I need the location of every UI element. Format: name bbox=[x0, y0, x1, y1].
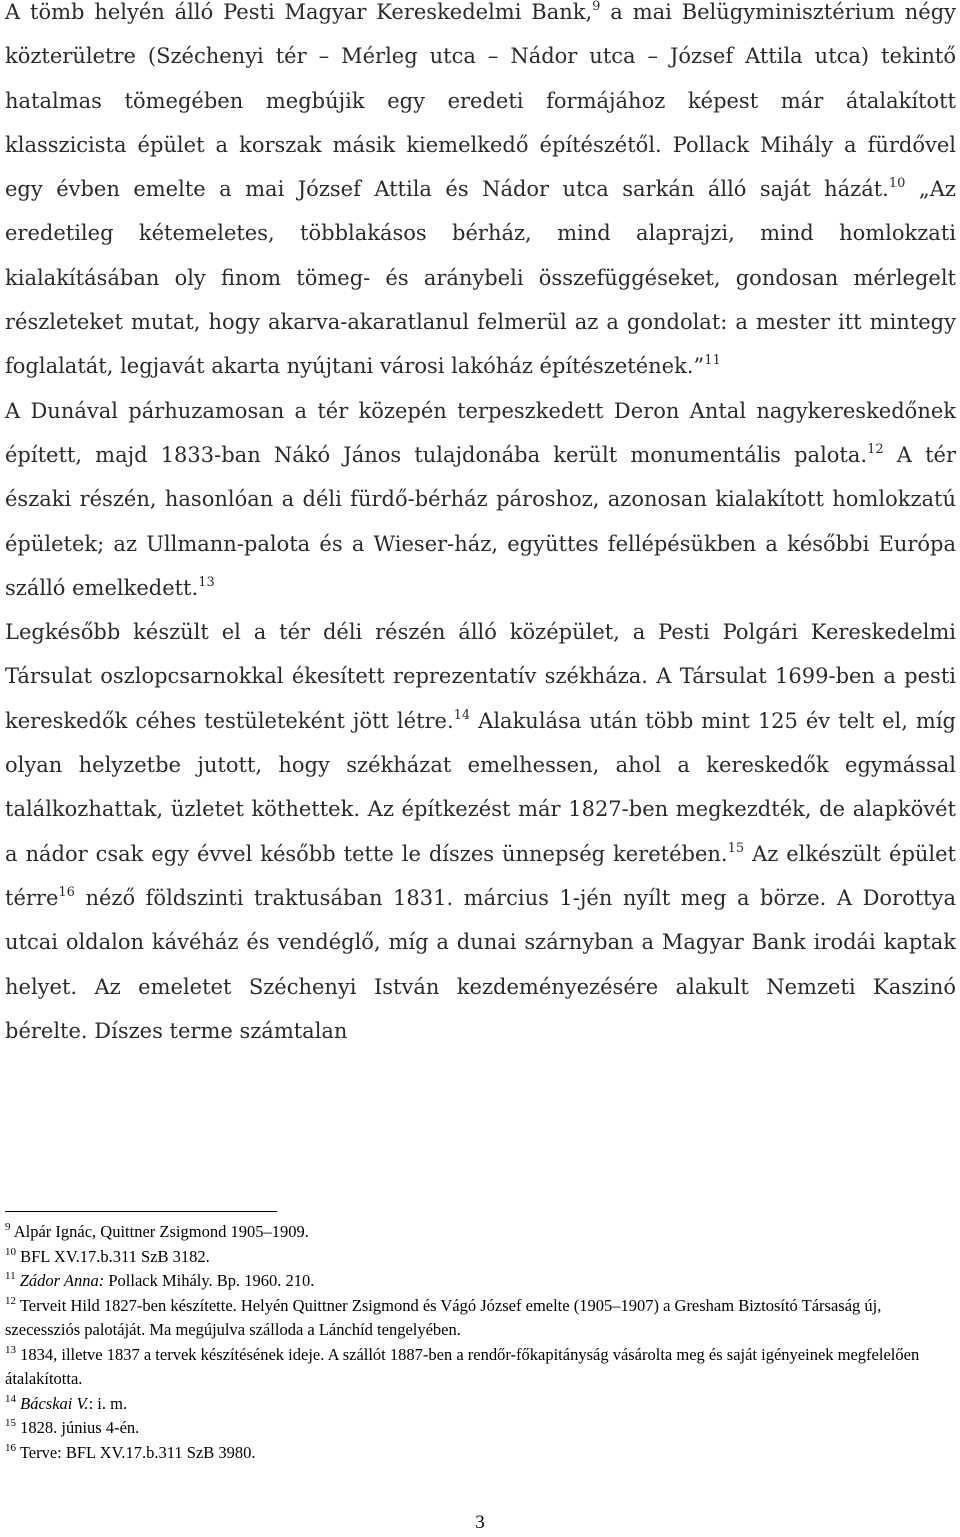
footnote-number: 9 bbox=[5, 1221, 11, 1233]
text-run: „Az eredetileg kétemeletes, többlakásos bérház, mind alaprajzi, mind homlokzati kialakításában oly finom tömeg- és aránybeli összefüggéseket, gondosan mérlegelt részleteket mutat, hogy akarva-akaratlanul felmerül az a gondolat: a mester itt mintegy foglalatát, legjavát akarta nyújtani városi lakóház építészetének.” bbox=[5, 177, 956, 379]
footnote bbox=[5, 1220, 956, 1245]
text-run: A tér északi részén, hasonlóan a déli fürdő-bérház pároshoz, azonosan kialakított homlokzatú épületek; az Ullmann-palota és a Wieser-ház, együttes fellépésükben a későbbi Európa szálló emelkedett. bbox=[5, 442, 957, 600]
footnote bbox=[5, 1294, 956, 1343]
footnote-text: Pollack Mihály. Bp. 1960. 210. bbox=[104, 1271, 315, 1290]
footnote-text: Zádor Anna: bbox=[19, 1271, 105, 1290]
text-run: Legkésőbb készült el a tér déli részén álló középület, a Pesti Polgári Kereskedelmi Társulat oszlopcsarnokkal ékesített reprezentatív székháza. A Társulat 1699-ben a pesti kereskedők céhes testületeként jött létre. bbox=[5, 620, 956, 733]
text-run: A Dunával párhuzamosan a tér közepén terpeszkedett Deron Antal nagykereskedőnek épített, majd 1833-ban Nákó János tulajdonába került monumentális palota. bbox=[5, 398, 956, 467]
footnote-ref: 14 bbox=[453, 707, 471, 723]
footnote bbox=[5, 1343, 956, 1392]
footnote bbox=[5, 1245, 956, 1270]
footnote-ref: 15 bbox=[727, 840, 745, 856]
paragraph bbox=[5, 610, 956, 1053]
footnote-number: 14 bbox=[5, 1392, 16, 1405]
footnotes bbox=[5, 1220, 956, 1465]
footnote-text: : i. m. bbox=[88, 1393, 128, 1413]
footnote-text: Terveit Hild 1827-ben készítette. Helyén Quittner Zsigmond és Vágó József emelte (1905–1907) a Gresham Biztosító Társaság új, szecessziós palotáját. Ma megújulva szálloda a Lánchíd tengelyében. bbox=[5, 1295, 882, 1339]
footnote-ref: 11 bbox=[704, 353, 721, 369]
footnote-ref: 12 bbox=[867, 441, 884, 457]
body-text bbox=[5, 0, 956, 1053]
footnote-number: 11 bbox=[5, 1270, 16, 1282]
footnote-separator bbox=[5, 1211, 277, 1212]
footnote-number: 13 bbox=[5, 1343, 16, 1356]
footnote-text: 1828. június 4-én. bbox=[20, 1418, 140, 1437]
footnote-ref: 16 bbox=[58, 884, 75, 900]
footnote bbox=[5, 1416, 956, 1441]
footnote-text: Alpár Ignác, Quittner Zsigmond 1905–1909. bbox=[13, 1222, 309, 1241]
footnote-ref: 13 bbox=[198, 574, 215, 590]
footnote-ref: 9 bbox=[592, 0, 601, 14]
footnote bbox=[5, 1441, 956, 1466]
text-run: Az elkészült épület térre bbox=[5, 841, 957, 910]
paragraph bbox=[5, 389, 956, 610]
paragraph bbox=[5, 0, 956, 389]
footnote-number: 12 bbox=[5, 1294, 16, 1307]
text-run: a mai Belügyminisztérium négy közterületre (Széchenyi tér – Mérleg utca – Nádor utca – József Attila utca) tekintő hatalmas tömegében megbújik egy eredeti formájához képest már átalakított klasszicista épület a korszak másik kiemelkedő építészétől. Pollack Mihály a fürdővel egy évben emelte a mai József Attila és Nádor utca sarkán álló saját házát. bbox=[5, 0, 956, 202]
footnote bbox=[5, 1392, 956, 1417]
footnote-ref: 10 bbox=[888, 176, 906, 192]
footnote-text: Bácskai V. bbox=[20, 1393, 89, 1413]
text-run: A tömb helyén álló Pesti Magyar Kereskedelmi Bank, bbox=[5, 0, 593, 24]
page-number: 3 bbox=[475, 1512, 485, 1533]
footnote-number: 16 bbox=[5, 1441, 16, 1454]
text-run: Alakulása után több mint 125 év telt el, míg olyan helyzetbe jutott, hogy székházat emelhessen, ahol a kereskedők egymással találkozhattak, üzletet köthettek. Az építkezést már 1827-ben megkezdték, de alapkövét a nádor csak egy évvel később tette le díszes ünnepség keretében. bbox=[5, 708, 956, 866]
footnote-number: 15 bbox=[5, 1417, 16, 1429]
footnote-text: Terve: BFL XV.17.b.311 SzB 3980. bbox=[19, 1442, 256, 1462]
footnote-text: BFL XV.17.b.311 SzB 3182. bbox=[20, 1246, 210, 1266]
text-run: néző földszinti traktusában 1831. március 1-jén nyílt meg a börze. A Dorottya utcai oldalon kávéház és vendéglő, míg a dunai szárnyban a Magyar Bank irodái kaptak helyet. Az emeletet Széchenyi István kezdeményezésére alakult Nemzeti Kaszinó bérelte. Díszes terme számtalan bbox=[5, 885, 956, 1043]
footnote-number: 10 bbox=[5, 1245, 16, 1258]
footnote bbox=[5, 1269, 956, 1294]
footnote-text: 1834, illetve 1837 a tervek készítésének ideje. A szállót 1887-ben a rendőr-főkapitányság vásárolta meg és saját igényeinek megfelelően átalakította. bbox=[5, 1344, 920, 1388]
